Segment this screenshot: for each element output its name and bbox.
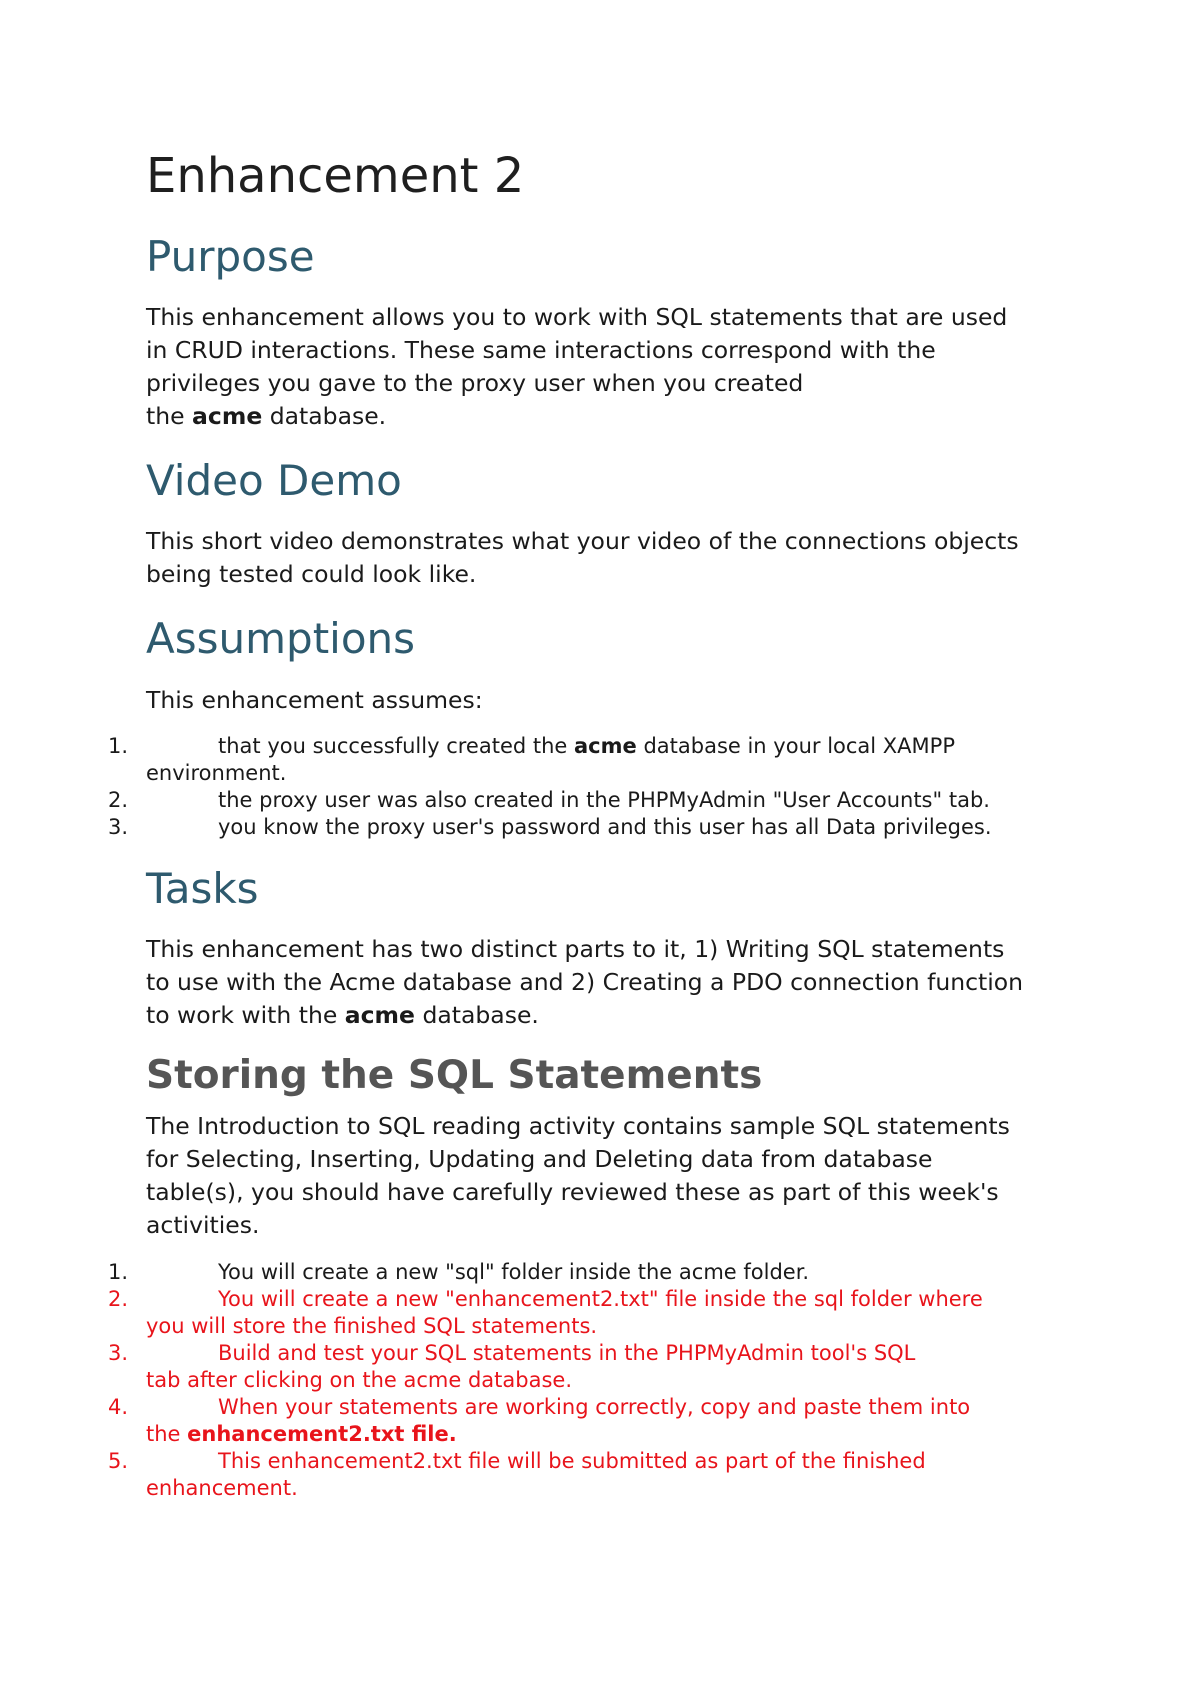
assumptions-heading: Assumptions [146, 614, 416, 663]
list-number: 3. [108, 1341, 129, 1365]
list-number: 2. [108, 1287, 129, 1311]
video-paragraph [146, 525, 1066, 591]
page-title: Enhancement 2 [146, 148, 525, 204]
list-item [0, 1448, 1200, 1502]
tasks-line: This enhancement has two distinct parts to it, 1) Writing SQL statements [146, 935, 1005, 963]
video-demo-heading: Video Demo [146, 456, 402, 505]
purpose-line: privileges you gave to the proxy user when you created [146, 369, 804, 397]
list-text: This enhancement2.txt file will be submitted as part of the finished [218, 1449, 926, 1473]
tasks-last-post: database. [414, 1001, 539, 1029]
assumptions-intro-line: This enhancement assumes: [146, 686, 483, 714]
tasks-paragraph [146, 933, 1066, 1032]
purpose-line [146, 400, 1066, 433]
purpose-heading: Purpose [146, 232, 315, 281]
purpose-last-post: database. [262, 402, 387, 430]
list-text-continuation [146, 1421, 1200, 1448]
list-text-continuation: you will store the finished SQL statements. [146, 1314, 598, 1338]
list-item [0, 814, 1200, 841]
list-number: 1. [108, 734, 129, 758]
list-item [0, 733, 1200, 787]
list-text: When your statements are working correctly, copy and paste them into [218, 1395, 971, 1419]
list-text-continuation: enhancement. [146, 1476, 298, 1500]
list-item [0, 1340, 1200, 1394]
tasks-heading: Tasks [146, 864, 259, 913]
purpose-paragraph [146, 301, 1066, 433]
item-bold: acme [574, 734, 637, 758]
item-post: database in your local XAMPP [636, 734, 955, 758]
item-cont-pre: the [146, 1422, 188, 1446]
purpose-last-pre: the [146, 402, 193, 430]
video-line: This short video demonstrates what your video of the connections objects [146, 527, 1019, 555]
list-text: You will create a new "enhancement2.txt" file inside the sql folder where [218, 1287, 983, 1311]
tasks-line: to use with the Acme database and 2) Creating a PDO connection function [146, 968, 1024, 996]
storing-paragraph [146, 1110, 1066, 1242]
list-number: 3. [108, 815, 129, 839]
video-line: being tested could look like. [146, 560, 477, 588]
list-item [0, 1259, 1200, 1286]
list-text [146, 733, 1200, 760]
list-text: You will create a new "sql" folder inside the acme folder. [218, 1260, 810, 1284]
item-pre: that you successfully created the [218, 734, 575, 758]
storing-line: The Introduction to SQL reading activity contains sample SQL statements [146, 1112, 1010, 1140]
list-number: 2. [108, 788, 129, 812]
assumptions-list [0, 733, 1200, 841]
storing-line: activities. [146, 1211, 260, 1239]
purpose-line: in CRUD interactions. These same interactions correspond with the [146, 336, 936, 364]
list-number: 1. [108, 1260, 129, 1284]
purpose-last-bold: acme [192, 402, 263, 430]
list-text-continuation: environment. [146, 761, 287, 785]
list-text: the proxy user was also created in the PHPMyAdmin "User Accounts" tab. [218, 788, 990, 812]
tasks-last-pre: to work with the [146, 1001, 345, 1029]
list-text-continuation: tab after clicking on the acme database. [146, 1368, 573, 1392]
storing-sql-heading: Storing the SQL Statements [146, 1053, 763, 1098]
tasks-last-bold: acme [344, 1001, 415, 1029]
list-number: 4. [108, 1395, 129, 1419]
item-cont-bold: enhancement2.txt file. [187, 1422, 457, 1446]
list-text: Build and test your SQL statements in the PHPMyAdmin tool's SQL [218, 1341, 916, 1365]
tasks-line [146, 999, 1066, 1032]
storing-line: table(s), you should have carefully reviewed these as part of this week's [146, 1178, 999, 1206]
list-item [0, 1286, 1200, 1340]
storing-line: for Selecting, Inserting, Updating and Deleting data from database [146, 1145, 933, 1173]
storing-steps-list [0, 1259, 1200, 1502]
list-item [0, 1394, 1200, 1448]
purpose-line: This enhancement allows you to work with SQL statements that are used [146, 303, 1008, 331]
list-item [0, 787, 1200, 814]
list-number: 5. [108, 1449, 129, 1473]
assumptions-intro [146, 684, 1066, 717]
list-text: you know the proxy user's password and this user has all Data privileges. [218, 815, 992, 839]
